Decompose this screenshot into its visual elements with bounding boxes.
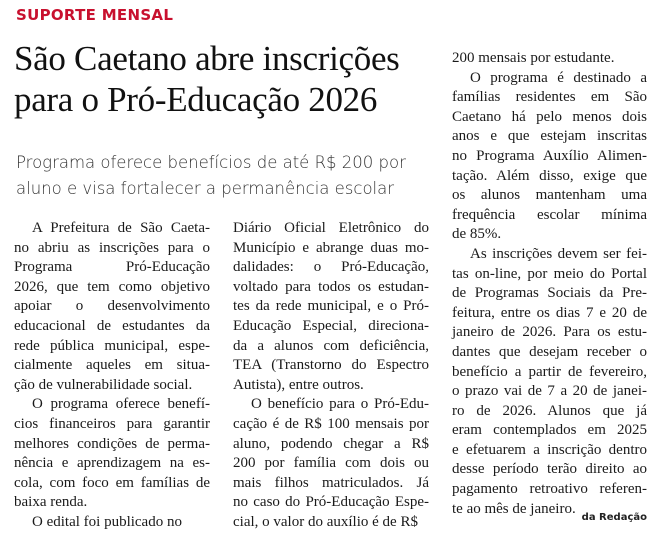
- article-column-1: [14, 219, 210, 533]
- article-text-line: cola, com foco em famílias de: [14, 474, 210, 491]
- article-text-line: tas on-line, por meio do Portal: [452, 265, 647, 282]
- article-text-line: Município e abrange duas mo-: [233, 239, 429, 256]
- subheadline-line: aluno e visa fortalecer a permanência escolar: [16, 179, 395, 198]
- article-text-line: 200 por família com dois ou: [233, 455, 429, 472]
- article-text-line: Diário Oficial Eletrônico do: [233, 220, 429, 236]
- article-text-line: no abriu as inscrições para o: [14, 239, 210, 256]
- article-text-line: da a alunos com deficiência,: [233, 337, 429, 354]
- article-text-line: cial, o valor do auxílio é de R$: [233, 513, 418, 530]
- article-text-line: 200 mensais por estudante.: [452, 50, 615, 66]
- article-text-line: feitura, entre os dias 7 e 20 de: [452, 304, 647, 321]
- subheadline-line: Programa oferece benefícios de até R$ 200 por: [16, 153, 406, 172]
- article-text-line: os alunos mantenham uma: [452, 187, 647, 204]
- byline-credit: da Redação: [581, 512, 647, 523]
- headline-line: para o Pró-Educação 2026: [14, 80, 378, 119]
- article-text-line: cios financeiros para garantir: [14, 415, 210, 432]
- article-text-line: melhores condições de perma-: [14, 435, 210, 452]
- article-text-line: A Prefeitura de São Caeta-: [32, 220, 210, 236]
- article-text-line: O edital foi publicado no: [32, 513, 182, 530]
- article-text-line: de Programas Sociais da Pre-: [452, 285, 647, 302]
- article-text-line: dalidades: o Pró-Educação,: [233, 259, 429, 276]
- article-text-line: Educação Especial, direciona-: [233, 317, 429, 334]
- article-text-line: pagamento retroativo referen-: [452, 481, 647, 498]
- article-column-3: [452, 49, 647, 519]
- article-text-line: te ao mês de janeiro.: [452, 500, 576, 517]
- article-text-line: O programa é destinado a: [470, 69, 647, 86]
- article-text-line: O programa oferece benefí-: [32, 396, 210, 413]
- article-text-line: O benefício para o Pró-Edu-: [251, 396, 429, 413]
- subheadline: [16, 150, 446, 202]
- article-text-line: anos e que estejam inscritas: [452, 128, 647, 145]
- article-text-line: no caso do Pró-Educação Espe-: [233, 494, 429, 511]
- article-text-line: Programa Pró-Educação: [14, 259, 210, 276]
- article-text-line: mais filhos matriculados. Já: [233, 474, 429, 491]
- article-text-line: e efetuarem a inscrição dentro: [452, 441, 647, 458]
- article-text-line: TEA (Transtorno do Espectro: [233, 357, 429, 374]
- article-text-line: aluno, podendo chegar a R$: [233, 435, 429, 452]
- article-text-line: o prazo vai de 7 a 20 de janei-: [452, 383, 647, 400]
- article-text-line: ro de 2026. Alunos que já: [452, 402, 647, 419]
- article-text-line: Autista), entre outros.: [233, 376, 364, 393]
- article-text-line: tação. Além disso, exige que: [452, 167, 647, 184]
- article-text-line: cialmente aqueles em situa-: [14, 357, 210, 374]
- article-text-line: nência e aprendizagem na es-: [14, 455, 210, 472]
- article-text-line: 2026, que tem como objetivo: [14, 278, 210, 295]
- article-text-line: baixa renda.: [14, 494, 88, 511]
- article-text-line: tes da rede municipal, e o Pró-: [233, 298, 429, 315]
- article-text-line: frequência escolar mínima: [452, 206, 647, 223]
- article-text-line: cação é de R$ 100 mensais por: [233, 415, 429, 432]
- article-text-line: educacional de estudantes da: [14, 317, 210, 334]
- article-text-line: Caetano há pelo menos dois: [452, 108, 647, 125]
- article-text-line: benefício a partir de fevereiro,: [452, 363, 647, 380]
- article-text-line: ção de vulnerabilidade social.: [14, 376, 193, 393]
- article-text-line: de 85%.: [452, 226, 502, 243]
- headline: [14, 38, 434, 120]
- article-text-line: voltado para todos os estudan-: [233, 278, 429, 295]
- article-text-line: dantes que desejam receber o: [452, 343, 647, 360]
- article-text-line: no Programa Auxílio Alimen-: [452, 147, 647, 164]
- article-text-line: rede pública municipal, espe-: [14, 337, 210, 354]
- section-label: SUPORTE MENSAL: [16, 6, 174, 24]
- article-text-line: As inscrições devem ser fei-: [470, 245, 647, 262]
- article-text-line: eram contemplados em 2025: [452, 422, 647, 439]
- article-text-line: apoiar o desenvolvimento: [14, 298, 210, 315]
- article-column-2: [233, 219, 429, 533]
- headline-line: São Caetano abre inscrições: [14, 39, 400, 78]
- article-text-line: janeiro de 2026. Para os estu-: [452, 324, 647, 341]
- article-text-line: desse período terão direito ao: [452, 461, 647, 478]
- article-text-line: famílias residentes em São: [452, 89, 647, 106]
